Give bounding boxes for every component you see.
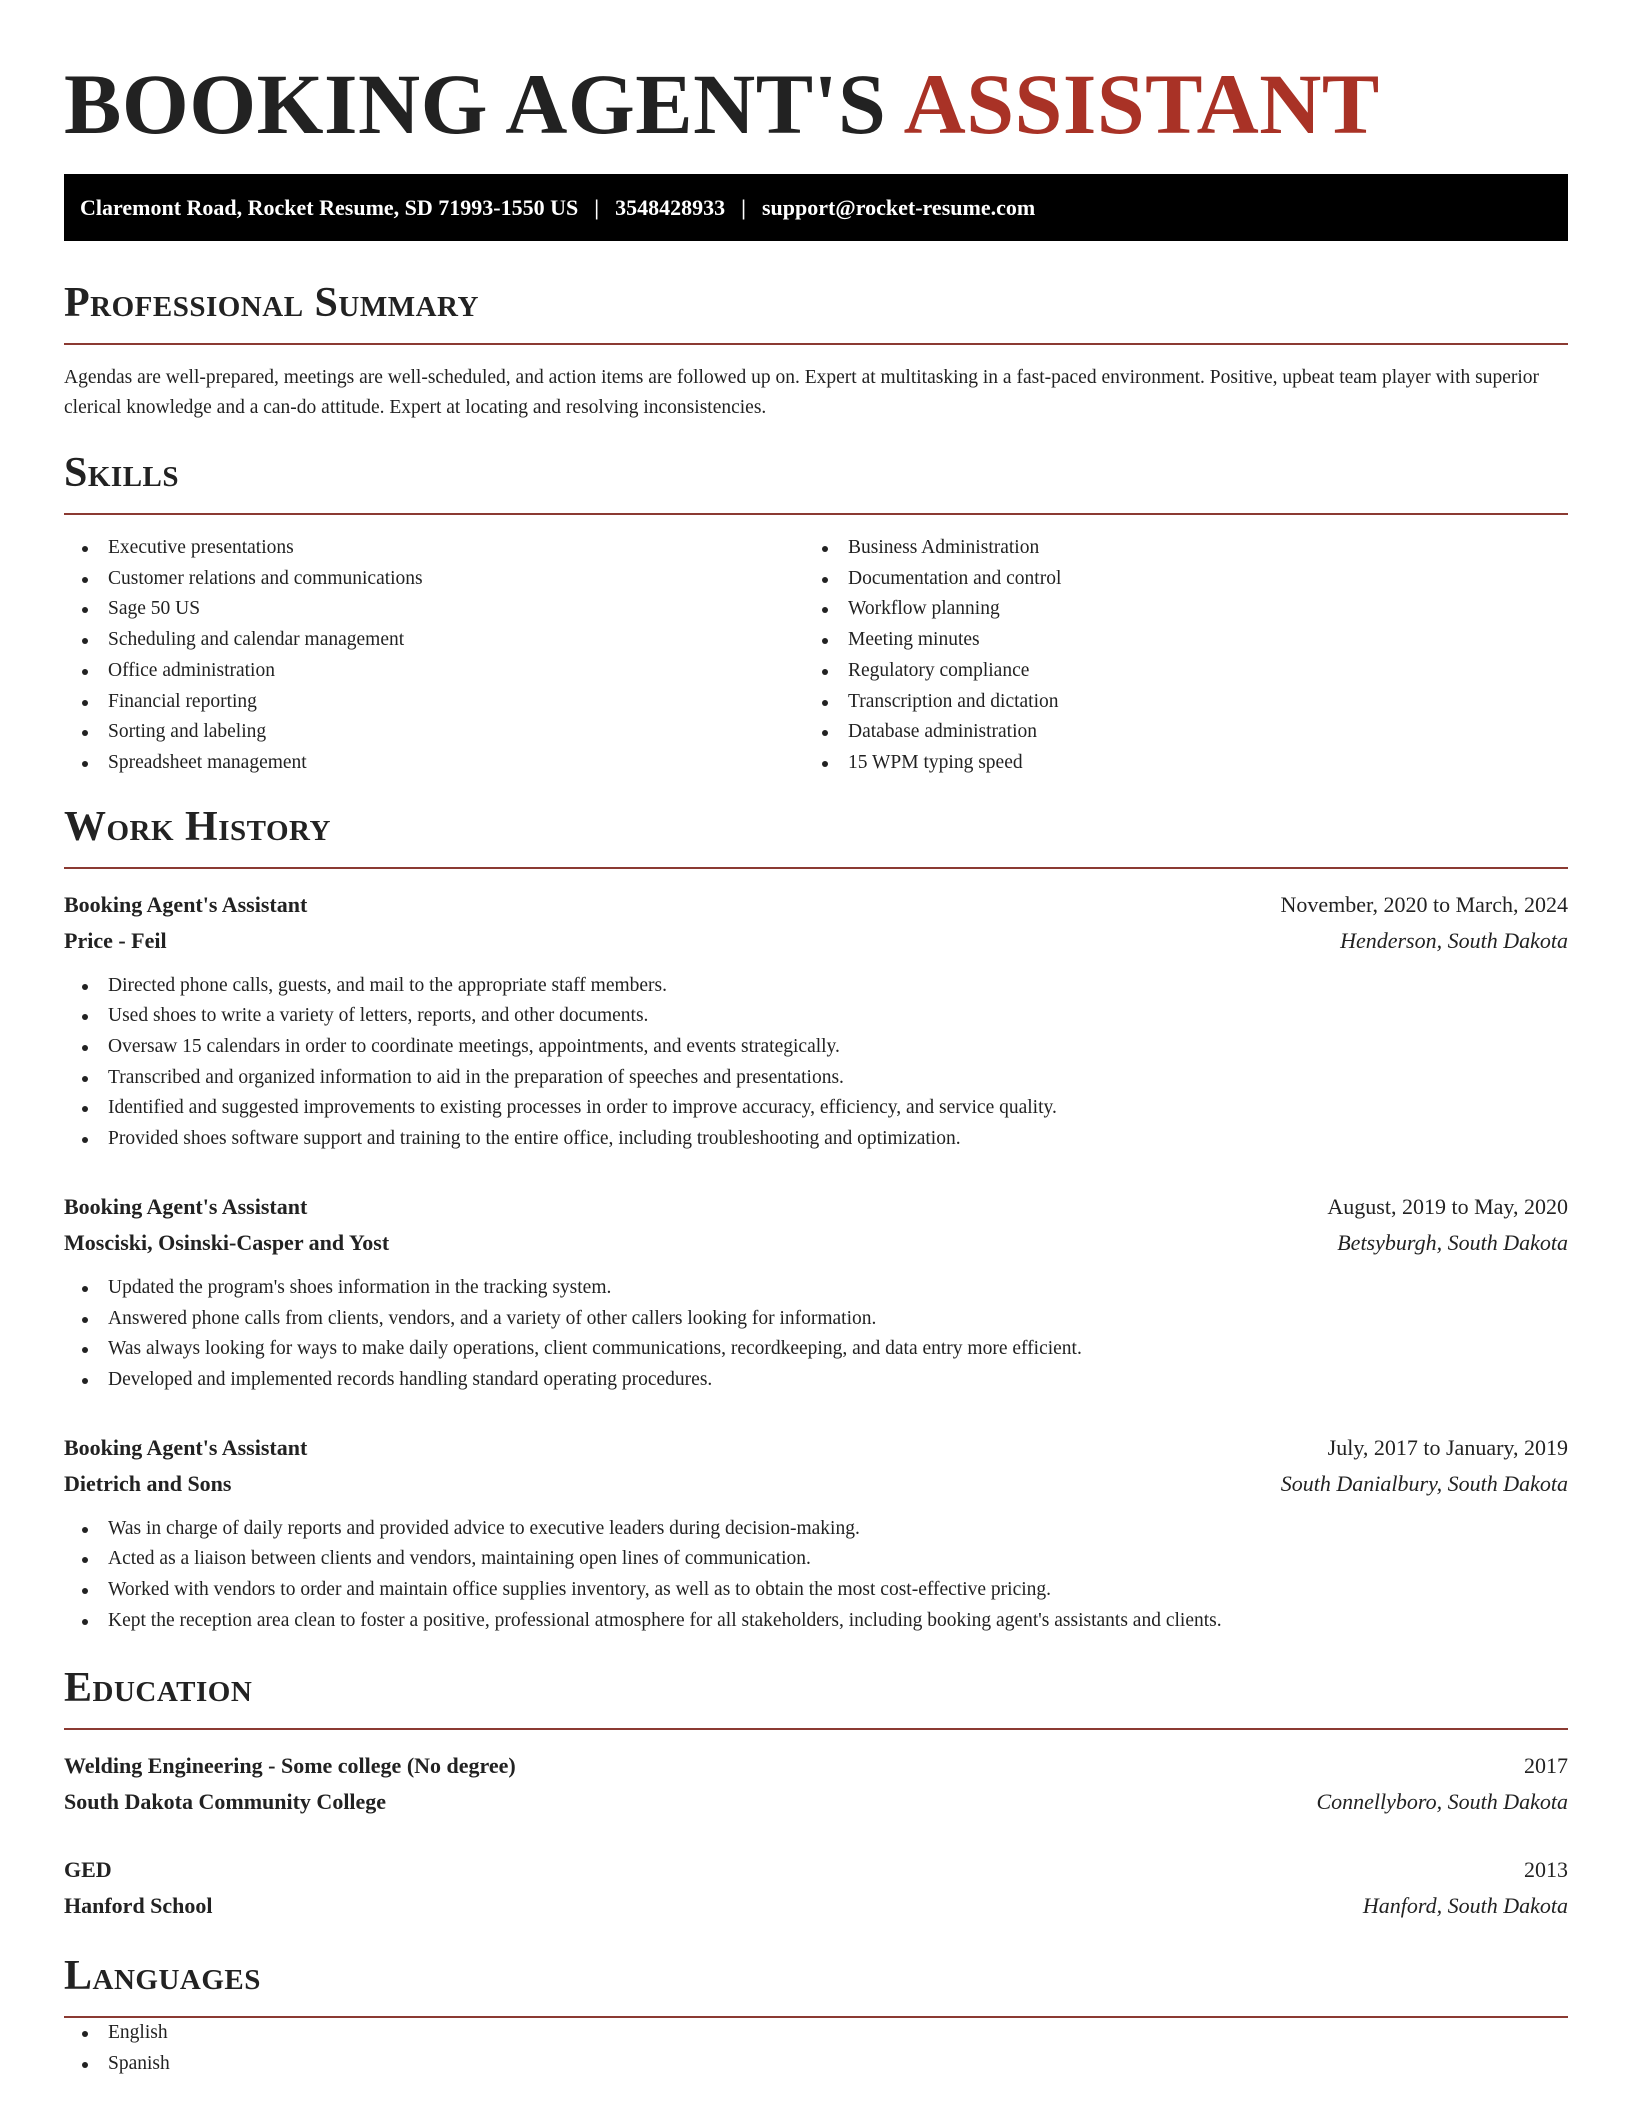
education-school: Hanford School — [64, 1893, 213, 1919]
skill-item: Sorting and labeling — [64, 717, 804, 748]
skill-item: Database administration — [804, 717, 1544, 748]
skill-item: Documentation and control — [804, 564, 1544, 595]
section-heading-education: Education — [64, 1662, 1568, 1730]
job-title: Booking Agent's Assistant — [64, 1434, 308, 1460]
job-company-row — [64, 1466, 1568, 1502]
skill-item: Spreadsheet management — [64, 748, 804, 779]
education-location: Hanford, South Dakota — [1362, 1893, 1568, 1919]
job-duty: Oversaw 15 calendars in order to coordinate meetings, appointments, and events strategically. — [64, 1032, 1568, 1063]
job-title-row — [64, 1189, 1568, 1225]
job-location: South Danialbury, South Dakota — [1280, 1470, 1568, 1496]
section-heading-languages: Languages — [64, 1950, 1568, 2018]
job-duty: Used shoes to write a variety of letters, reports, and other documents. — [64, 1001, 1568, 1032]
skill-item: Office administration — [64, 656, 804, 687]
resume-page — [64, 0, 1568, 2080]
education-school-row — [64, 1888, 1568, 1924]
job-entry — [64, 887, 1568, 1155]
skill-item: Meeting minutes — [804, 625, 1544, 656]
contact-email: support@rocket-resume.com — [761, 195, 1036, 220]
job-company: Mosciski, Osinski-Casper and Yost — [64, 1229, 390, 1255]
skill-item: 15 WPM typing speed — [804, 748, 1544, 779]
education-location: Connellyboro, South Dakota — [1316, 1789, 1568, 1815]
resume-name — [64, 58, 1568, 150]
job-location: Betsyburgh, South Dakota — [1337, 1229, 1568, 1255]
job-title: Booking Agent's Assistant — [64, 1193, 308, 1219]
job-company-row — [64, 923, 1568, 959]
job-dates: July, 2017 to January, 2019 — [1327, 1434, 1568, 1460]
skills-column-right — [804, 533, 1544, 779]
skill-item: Business Administration — [804, 533, 1544, 564]
contact-address: Claremont Road, Rocket Resume, SD 71993-1550 US — [80, 195, 579, 220]
contact-separator: | — [594, 195, 600, 220]
skills-list-right — [804, 533, 1544, 779]
job-duties — [64, 1514, 1568, 1637]
name-main: BOOKING AGENT'S — [64, 56, 887, 152]
skill-item: Workflow planning — [804, 594, 1544, 625]
job-duty: Kept the reception area clean to foster a positive, professional atmosphere for all stakeholders, including booking agent's assistants and clients. — [64, 1606, 1568, 1637]
skill-item: Customer relations and communications — [64, 564, 804, 595]
job-duty: Transcribed and organized information to aid in the preparation of speeches and presentations. — [64, 1063, 1568, 1094]
education-school-row — [64, 1784, 1568, 1820]
job-company-row — [64, 1225, 1568, 1261]
skill-item: Transcription and dictation — [804, 687, 1544, 718]
education-degree-row — [64, 1748, 1568, 1784]
job-duty: Was in charge of daily reports and provided advice to executive leaders during decision-making. — [64, 1514, 1568, 1545]
job-dates: November, 2020 to March, 2024 — [1280, 891, 1568, 917]
job-company: Dietrich and Sons — [64, 1470, 232, 1496]
job-duty: Was always looking for ways to make daily operations, client communications, recordkeeping, and data entry more efficient. — [64, 1334, 1568, 1365]
job-company: Price - Feil — [64, 927, 167, 953]
job-location: Henderson, South Dakota — [1340, 927, 1568, 953]
job-entry — [64, 1189, 1568, 1396]
education-degree: GED — [64, 1857, 112, 1883]
skill-item: Sage 50 US — [64, 594, 804, 625]
job-duty: Worked with vendors to order and maintain office supplies inventory, as well as to obtain the most cost-effective pricing. — [64, 1575, 1568, 1606]
skill-item: Regulatory compliance — [804, 656, 1544, 687]
job-title-row — [64, 887, 1568, 923]
languages-list — [64, 2018, 1568, 2079]
skills-list-left — [64, 533, 804, 779]
job-dates: August, 2019 to May, 2020 — [1327, 1193, 1568, 1219]
skills-column-left — [64, 533, 804, 779]
section-heading-summary: Professional Summary — [64, 277, 1568, 345]
name-accent: ASSISTANT — [903, 56, 1380, 152]
education-degree-row — [64, 1852, 1568, 1888]
skill-item: Executive presentations — [64, 533, 804, 564]
job-duty: Acted as a liaison between clients and vendors, maintaining open lines of communication. — [64, 1544, 1568, 1575]
skills-columns — [64, 533, 1568, 779]
language-item: English — [64, 2018, 1568, 2049]
section-heading-work-history: Work History — [64, 801, 1568, 869]
job-duty: Answered phone calls from clients, vendors, and a variety of other callers looking for information. — [64, 1304, 1568, 1335]
skill-item: Financial reporting — [64, 687, 804, 718]
education-year: 2013 — [1524, 1857, 1568, 1883]
job-duty: Directed phone calls, guests, and mail to the appropriate staff members. — [64, 971, 1568, 1002]
contact-separator: | — [741, 195, 746, 220]
job-title: Booking Agent's Assistant — [64, 891, 308, 917]
contact-phone: 3548428933 — [615, 195, 726, 220]
job-duty: Provided shoes software support and training to the entire office, including troubleshooting and optimization. — [64, 1124, 1568, 1155]
job-duty: Developed and implemented records handling standard operating procedures. — [64, 1365, 1568, 1396]
job-duty: Identified and suggested improvements to existing processes in order to improve accuracy, efficiency, and service quality. — [64, 1093, 1568, 1124]
language-item: Spanish — [64, 2049, 1568, 2080]
job-duties — [64, 971, 1568, 1155]
job-duty: Updated the program's shoes information in the tracking system. — [64, 1273, 1568, 1304]
job-title-row — [64, 1430, 1568, 1466]
education-entry — [64, 1852, 1568, 1924]
education-year: 2017 — [1524, 1753, 1568, 1779]
section-heading-skills: Skills — [64, 447, 1568, 515]
skill-item: Scheduling and calendar management — [64, 625, 804, 656]
education-entry — [64, 1748, 1568, 1820]
summary-text: Agendas are well-prepared, meetings are well-scheduled, and action items are followed up on. Expert at multitasking in a fast-paced environment. Positive, upbeat team player with superior clerical knowledge and a can-do attitude. Expert at locating and resolving inconsistencies. — [64, 367, 1540, 418]
job-entry — [64, 1430, 1568, 1637]
education-degree: Welding Engineering - Some college (No degree) — [64, 1753, 516, 1779]
job-duties — [64, 1273, 1568, 1396]
education-school: South Dakota Community College — [64, 1789, 387, 1815]
contact-bar — [64, 174, 1568, 241]
